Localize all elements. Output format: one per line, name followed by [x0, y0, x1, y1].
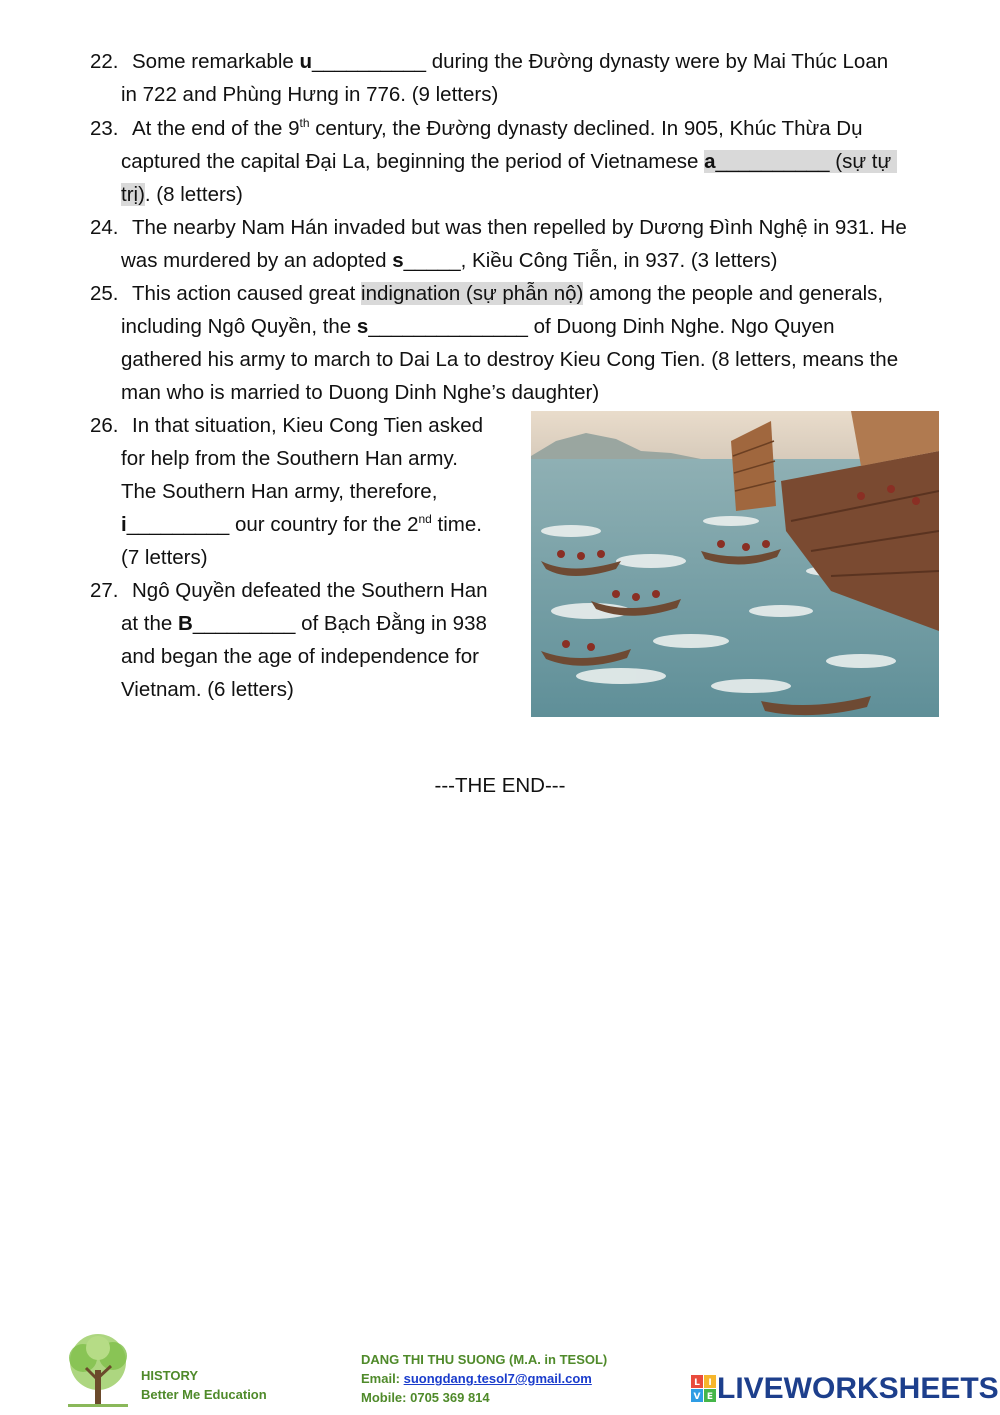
question-25: 25. This action caused great indignation (sự phẫn nộ) among the people and generals, including Ngô Quyền, the s______________ of Duong Dinh Nghe. Ngo Quyen gathered his army to march to Dai La to destroy Kieu Cong Tien. (8 letters, means the man who is married to Duong Dinh Nghe’s daughter) — [90, 282, 899, 404]
answer-blank[interactable]: __________ (sự tự — [715, 150, 892, 173]
email-link[interactable]: suongdang.tesol7@gmail.com — [403, 1371, 592, 1386]
svg-text:V: V — [693, 1392, 701, 1402]
footer-subject: HISTORY — [141, 1368, 199, 1383]
footer-mobile: Mobile: 0705 369 814 — [361, 1390, 490, 1405]
footer-author: DANG THI THU SUONG (M.A. in TESOL) — [361, 1352, 608, 1367]
hint-letter: a — [704, 150, 716, 173]
answer-blank[interactable]: _____, Kiều Công Tiễn, in 937. (3 letters) — [403, 249, 778, 272]
brand-name: LIVEWORKSHEETS — [717, 1372, 999, 1405]
question-24: 24. The nearby Nam Hán invaded but was then repelled by Dương Đình Nghệ in 931. He was murdered by an adopted s_____, Kiều Công Tiễn, in 937. (3 letters) — [90, 216, 907, 272]
live-blocks-icon — [691, 1375, 717, 1403]
hint-letter: u — [299, 50, 313, 73]
question-27: 27. Ngô Quyền defeated the Southern Han at the B_________ of Bạch Đằng in 938 and began the age of independence for Vietnam. (6 letters) — [90, 579, 488, 701]
answer-blank[interactable]: _________ our country for the 2 — [126, 513, 419, 536]
answer-blank[interactable]: ______________ of Duong Dinh Nghe. Ngo Quyen — [368, 315, 835, 338]
answer-blank[interactable]: __________ during the Đường dynasty were by Mai Thúc Loan — [312, 50, 889, 73]
question-22: 22. Some remarkable u__________ during the Đường dynasty were by Mai Thúc Loan in 722 and Phùng Hưng in 776. (9 letters) — [90, 50, 889, 106]
svg-text:E: E — [706, 1392, 714, 1402]
footer-org: Better Me Education — [141, 1387, 267, 1402]
question-23: 23. At the end of the 9th century, the Đường dynasty declined. In 905, Khúc Thừa Dụ captured the capital Đại La, beginning the period of Vietnamese a__________ (sự tự trị). (8 letters) — [90, 112, 897, 211]
liveworksheets-logo — [691, 1373, 999, 1405]
tree-logo-icon — [58, 1330, 138, 1410]
hint-letter: B — [178, 612, 193, 635]
battle-painting — [531, 411, 939, 717]
svg-text:I: I — [708, 1378, 712, 1388]
footer-brand — [58, 1330, 267, 1415]
footer-contact: DANG THI THU SUONG (M.A. in TESOL) Email: suongdang.tesol7@gmail.com Mobile: 0705 369 814 — [361, 1352, 608, 1405]
answer-blank[interactable]: _________ of Bạch Đằng in 938 — [192, 612, 487, 635]
svg-text:L: L — [694, 1378, 700, 1388]
hint-letter: s — [356, 315, 369, 338]
hint-letter: s — [392, 249, 404, 272]
end-marker: ---THE END--- — [434, 774, 566, 797]
question-26: 26. In that situation, Kieu Cong Tien asked for help from the Southern Han army. The Southern Han army, therefore, i_________ our country for the 2nd time. (7 letters) — [90, 414, 484, 569]
hint-letter: i — [121, 513, 127, 536]
